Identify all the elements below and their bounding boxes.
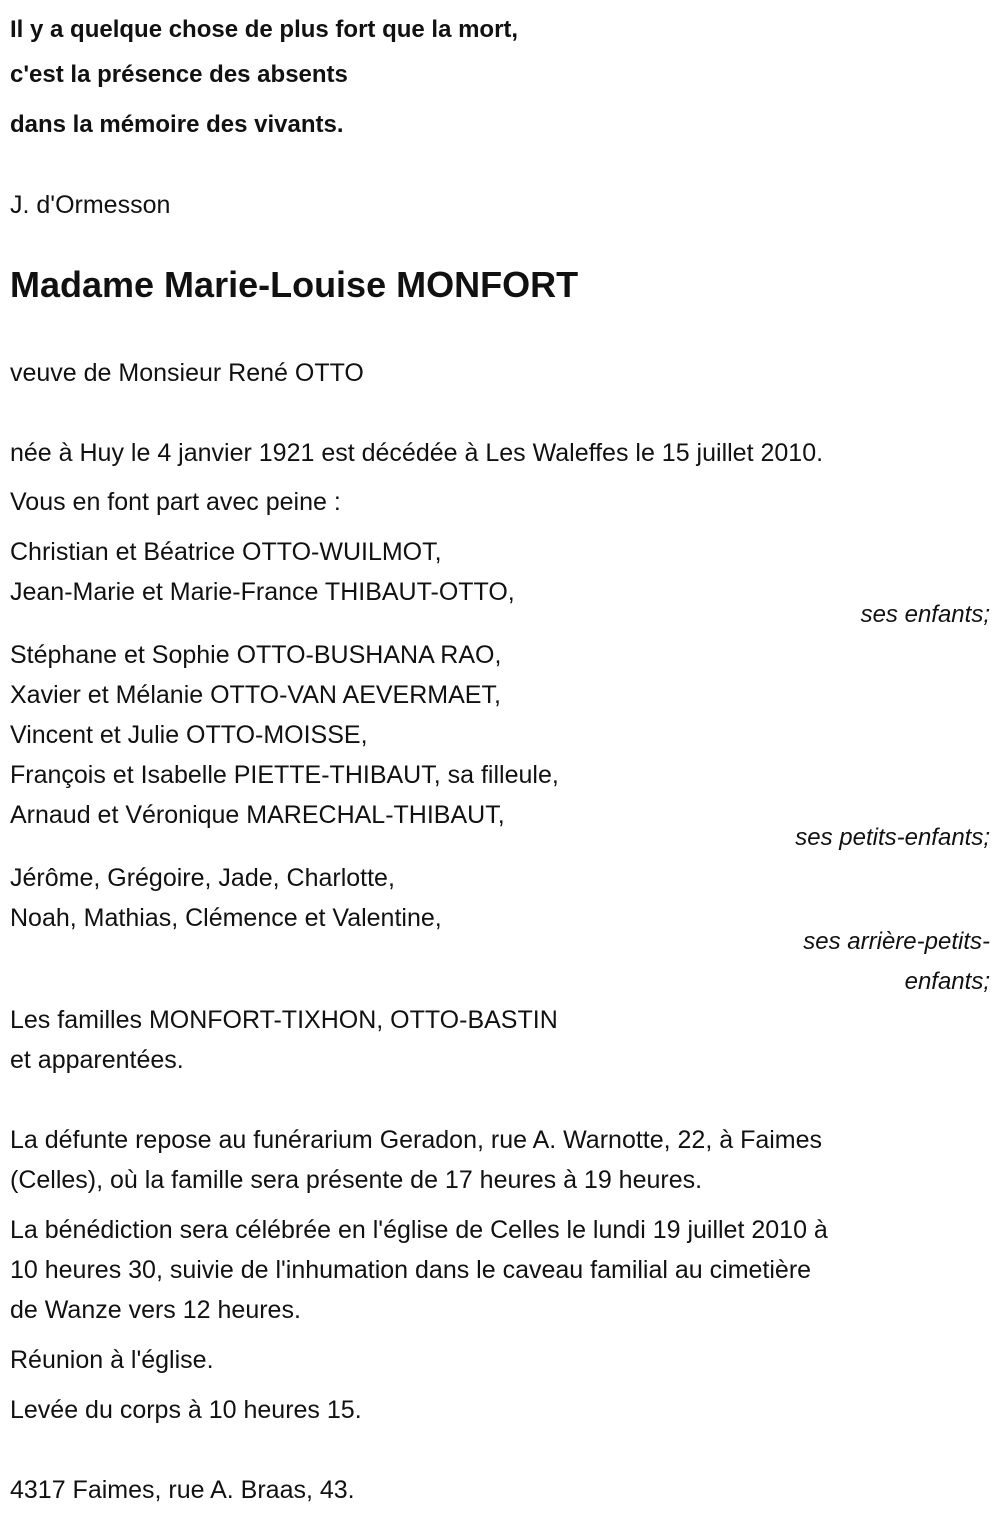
great-grandchild-names: Jérôme, Grégoire, Jade, Charlotte,: [10, 864, 395, 892]
deceased-name: Madame Marie-Louise MONFORT: [10, 264, 579, 305]
quote-author: J. d'Ormesson: [10, 191, 171, 219]
great-grandchildren-label: ses arrière-petits-: [803, 928, 990, 955]
grandchild-name: François et Isabelle PIETTE-THIBAUT, sa filleule,: [10, 761, 559, 789]
grandchildren-label: ses petits-enfants;: [795, 824, 990, 851]
child-name: Christian et Béatrice OTTO-WUILMOT,: [10, 538, 442, 566]
funerarium-info: La défunte repose au funérarium Geradon, rue A. Warnotte, 22, à Faimes: [10, 1126, 823, 1154]
funerarium-info: (Celles), où la famille sera présente de 17 heures à 19 heures.: [10, 1166, 703, 1194]
address: 4317 Faimes, rue A. Braas, 43.: [10, 1476, 355, 1504]
quote-line: c'est la présence des absents: [10, 61, 348, 88]
birth-death: née à Huy le 4 janvier 1921 est décédée à Les Waleffes le 15 juillet 2010.: [10, 439, 824, 467]
child-name: Jean-Marie et Marie-France THIBAUT-OTTO,: [10, 578, 515, 606]
grandchild-name: Vincent et Julie OTTO-MOISSE,: [10, 721, 368, 749]
great-grandchildren-label: enfants;: [904, 968, 990, 995]
quote-line: Il y a quelque chose de plus fort que la mort,: [10, 16, 519, 43]
meeting-info: Réunion à l'église.: [10, 1346, 214, 1374]
families: Les familles MONFORT-TIXHON, OTTO-BASTIN: [10, 1006, 558, 1034]
grandchild-name: Xavier et Mélanie OTTO-VAN AEVERMAET,: [10, 681, 501, 709]
ceremony-info: La bénédiction sera célébrée en l'église de Celles le lundi 19 juillet 2010 à: [10, 1216, 828, 1244]
grandchild-name: Stéphane et Sophie OTTO-BUSHANA RAO,: [10, 641, 502, 669]
announcement: Vous en font part avec peine :: [10, 488, 341, 516]
families: et apparentées.: [10, 1046, 184, 1074]
ceremony-info: de Wanze vers 12 heures.: [10, 1296, 301, 1324]
quote-line: dans la mémoire des vivants.: [10, 111, 344, 138]
children-label: ses enfants;: [860, 601, 990, 628]
grandchild-name: Arnaud et Véronique MARECHAL-THIBAUT,: [10, 801, 505, 829]
departure-info: Levée du corps à 10 heures 15.: [10, 1396, 362, 1424]
widow-of: veuve de Monsieur René OTTO: [10, 359, 364, 387]
great-grandchild-names: Noah, Mathias, Clémence et Valentine,: [10, 904, 442, 932]
ceremony-info: 10 heures 30, suivie de l'inhumation dans le caveau familial au cimetière: [10, 1256, 812, 1284]
